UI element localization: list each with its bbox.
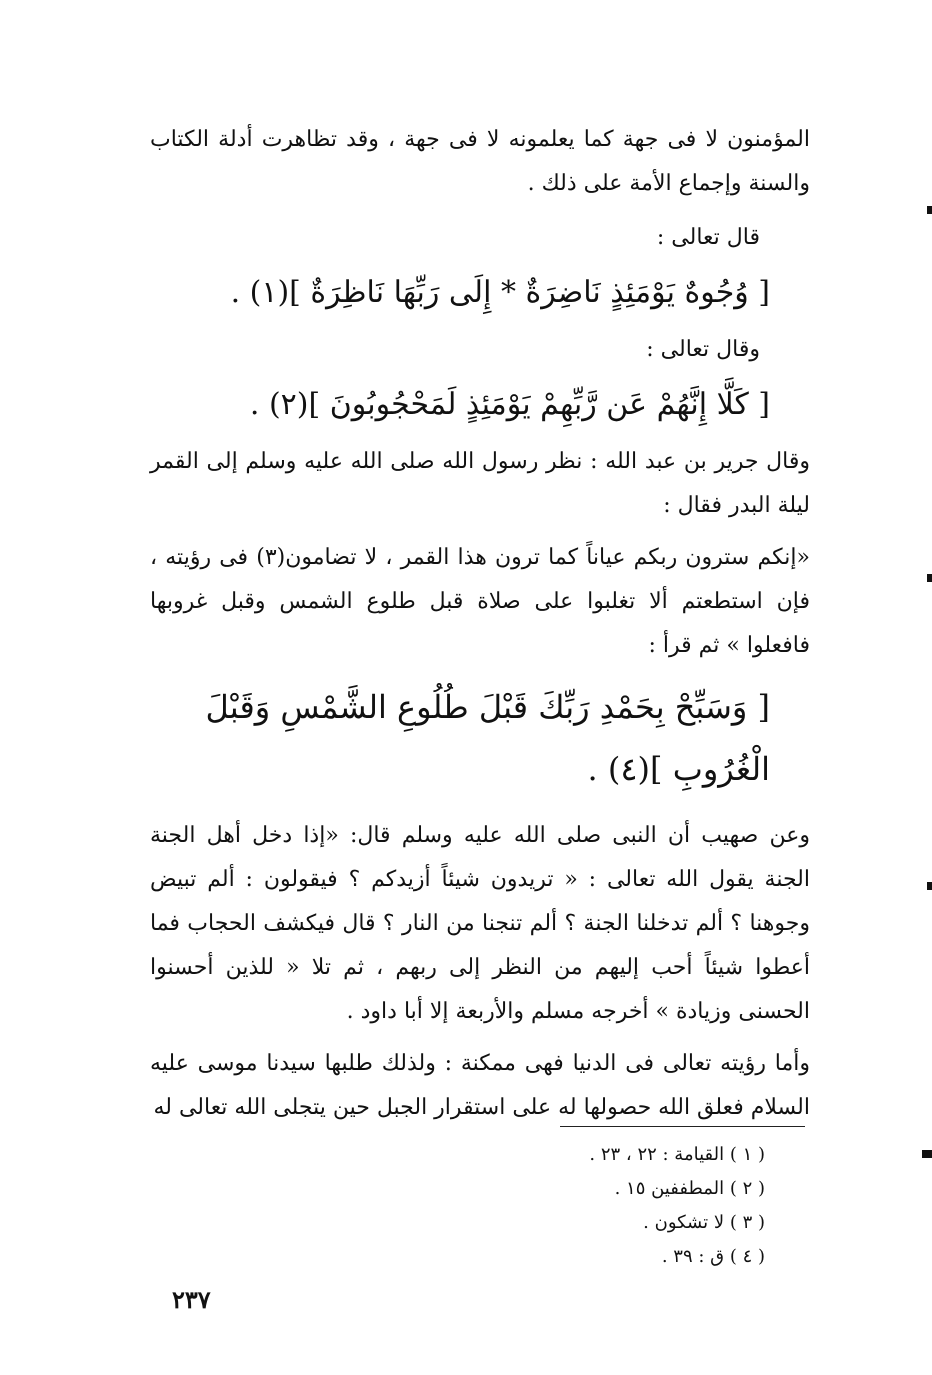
page-number: ٢٣٧ <box>172 1285 211 1314</box>
footnote-divider <box>560 1126 805 1127</box>
scan-edge-mark <box>922 1150 932 1158</box>
quran-verse-3: [ وَسَبِّحْ بِحَمْدِ رَبِّكَ قَبْلَ طُلُوعِ الشَّمْسِ وَقَبْلَ الْغُرُوبِ ](٤) . <box>205 688 770 788</box>
page-body <box>150 118 810 1138</box>
paragraph-4: وعن صهيب أن النبى صلى الله عليه وسلم قال: «إذا دخل أهل الجنة الجنة يقول الله تعالى : « تريدون شيئاً أزيدكم ؟ فيقولون : ألم تبيض وجوهنا ؟ ألم تدخلنا الجنة ؟ ألم تنجنا من النار ؟ قال فيكشف الحجاب فما أعطوا شيئاً أحب إليهم من النظر إلى ربهم ، ثم تلا « للذين أحسنوا الحسنى وزيادة » أخرجه مسلم والأربعة إلا أبا داود . <box>150 823 810 1024</box>
footnotes <box>520 1138 765 1274</box>
hadith-paragraph: «إنكم سترون ربكم عياناً كما ترون هذا القمر ، لا تضامون(٣) فى رؤيته ، فإن استطعتم ألا تغلبوا على صلاة قبل طلوع الشمس وقبل غروبها فافعلوا » ثم قرأ : <box>150 545 810 658</box>
footnote-2: ( ٢ ) المطففين ١٥ . <box>614 1178 765 1199</box>
scan-edge-mark <box>927 206 932 214</box>
verse-intro-2: وقال تعالى : <box>646 337 760 362</box>
footnote-1: ( ١ ) القيامة : ٢٢ ، ٢٣ . <box>589 1144 765 1165</box>
paragraph-1: المؤمنون لا فى جهة كما يعلمونه لا فى جهة ، وقد تظاهرت أدلة الكتاب والسنة وإجماع الأمة على ذلك . <box>150 127 810 196</box>
scan-edge-mark <box>927 574 932 582</box>
footnote-4: ( ٤ ) ق : ٣٩ . <box>661 1246 765 1267</box>
quran-verse-1: [ وُجُوهٌ يَوْمَئِذٍ نَاضِرَةٌ * إِلَى رَبِّهَا نَاظِرَةٌ ](١) . <box>230 275 770 310</box>
paragraph-5: وأما رؤيته تعالى فى الدنيا فهى ممكنة : ولذلك طلبها سيدنا موسى عليه السلام فعلق الله حصولها له على استقرار الجبل حين يتجلى الله تعالى له <box>150 1051 810 1120</box>
verse-intro-1: قال تعالى : <box>656 225 760 250</box>
scan-edge-mark <box>927 882 932 890</box>
paragraph-2: وقال جرير بن عبد الله : نظر رسول الله صلى الله عليه وسلم إلى القمر ليلة البدر فقال : <box>150 449 810 518</box>
footnote-3: ( ٣ ) لا تشكون . <box>643 1212 765 1233</box>
quran-verse-2: [ كَلَّا إِنَّهُمْ عَن رَّبِّهِمْ يَوْمَئِذٍ لَمَحْجُوبُونَ ](٢) . <box>249 387 770 422</box>
